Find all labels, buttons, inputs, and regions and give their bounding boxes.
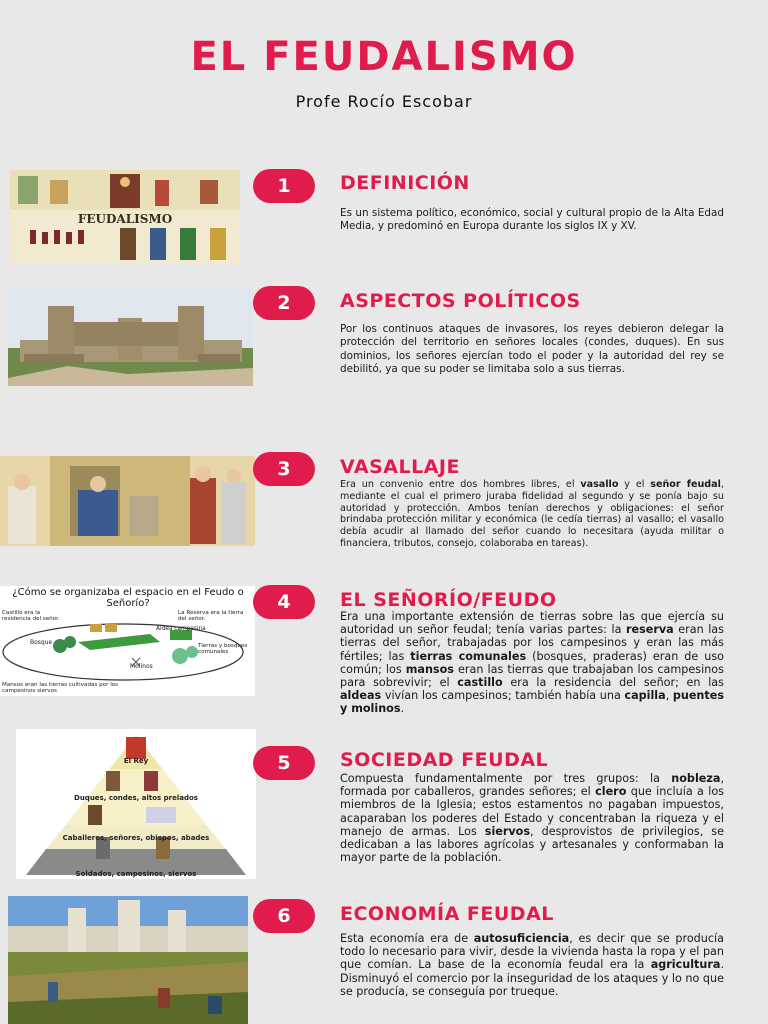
section-body-economia-feudal (340, 932, 724, 998)
text-run: eran las tierras del señor, trabajadas por los campesinos y eran las más fértiles; las (340, 623, 724, 663)
text-run: Compuesta fundamentalmente por tres grupos: la (340, 772, 672, 785)
pyramid-level-soldados: Soldados, campesinos, siervos (75, 870, 197, 878)
keyword: reserva (625, 623, 674, 637)
section-number-2: 2 (253, 286, 315, 320)
label-castillo: Castillo era la residencia del señor. (2, 610, 60, 623)
pyramid-level-caballeros: Caballeros, señores, obispos, abades (62, 834, 210, 842)
castle-photo (8, 288, 253, 386)
text-run: (bosques, praderas) eran de uso común; los (340, 649, 724, 676)
keyword: siervos (484, 824, 531, 838)
text-run: eran las tierras que trabajaban los campesinos para sobrevivir; el (340, 662, 724, 690)
section-number-4: 4 (253, 585, 315, 619)
keyword: señor feudal (650, 479, 721, 490)
section-heading-vasallaje: VASALLAJE (340, 456, 460, 478)
section-number-5: 5 (253, 746, 315, 780)
section-body-definicion (340, 207, 724, 234)
page-subtitle: Profe Rocío Escobar (295, 92, 473, 111)
page-title: EL FEUDALISMO (190, 34, 578, 80)
section-heading-aspectos-politicos: ASPECTOS POLÍTICOS (340, 290, 581, 312)
section-number-6: 6 (253, 899, 315, 933)
section-heading-sociedad-feudal: SOCIEDAD FEUDAL (340, 749, 549, 771)
text-run: Por los continuos ataques de invasores, los reyes debieron delegar la protección del territorio en señores locales (condes, duques). En sus dominios, los señores ejercían todo el poder y la autoridad del rey se debilitó, ya que su poder se limitaba solo a sus tierras. (340, 323, 724, 376)
section-body-vasallaje (340, 479, 724, 550)
keyword: autosuficiencia (473, 932, 570, 945)
section-heading-economia-feudal: ECONOMÍA FEUDAL (340, 903, 554, 925)
keyword: tierras comunales (410, 649, 527, 663)
medieval-farming-painting (8, 896, 248, 1024)
keyword: puentes y molinos (340, 689, 724, 716)
keyword: castillo (457, 676, 503, 690)
keyword: agricultura (650, 958, 721, 972)
label-molinos: Molinos (130, 663, 153, 670)
section-heading-definicion: DEFINICIÓN (340, 172, 470, 194)
section-heading-senorio-feudo: EL SEÑORÍO/FEUDO (340, 589, 557, 611)
keyword: capilla (624, 689, 666, 703)
section-body-senorio-feudo (340, 610, 724, 716)
label-bosque: Bosque (30, 639, 53, 646)
text-run: , (665, 689, 673, 703)
text-run: , formada por caballeros, grandes señores; el (340, 772, 724, 799)
keyword: clero (595, 785, 627, 799)
pyramid-level-duques: Duques, condes, altos prelados (74, 794, 198, 802)
text-run: Es un sistema político, económico, social y cultural propio de la Alta Edad Media, y predominó en Europa durante los siglos IX y XV. (340, 207, 724, 233)
label-reserva: La Reserva era la tierra del señor. (178, 610, 244, 623)
text-run: , mediante el cual el primero juraba fidelidad al segundo y se ponía bajo su autoridad y protección. Ambos tenían derechos y obligaciones: el señor brindaba protección militar y económica (le cedía tierras) al vasallo; el vasallo debía acudir al llamado del señor cuando lo necesitara (ayuda militar o financiera, tributos, consejo, colaboraba en tareas). (340, 479, 724, 549)
pyramid-level-rey: El Rey (123, 757, 149, 765)
text-run: . Disminuyó el comercio por la inseguridad de los ataques y lo no que se producía, se conseguía por trueque. (340, 958, 724, 998)
feudo-diagram-question: ¿Cómo se organizaba el espacio en el Feudo o Señorío? (12, 587, 244, 609)
label-aldea: Aldea campesina (156, 626, 206, 632)
section-number-1: 1 (253, 169, 315, 203)
label-tierras-comunales: Tierras y bosques comunales (198, 643, 248, 656)
text-run: vivían los campesinos; también había una (381, 689, 625, 703)
section-body-sociedad-feudal (340, 772, 724, 864)
feudo-diagram (0, 586, 255, 696)
feudalismo-illustration (10, 170, 240, 264)
feudal-pyramid (16, 729, 256, 879)
text-run: , desprovistos de privilegios, se dedicaban a las labores agrícolas y artesanales y conformaban la mayor parte de la población. (340, 824, 724, 865)
keyword: aldeas (340, 689, 382, 703)
text-run: y el (618, 479, 651, 490)
text-run: que incluía a los miembros de la Iglesia; estos estamentos no pagaban impuestos, acaparaban los poderes del Estado y concentraban la riqueza y el manejo de armas. Los (340, 785, 725, 838)
feudalismo-image-label: FEUDALISMO (77, 212, 173, 226)
label-mansos: Mansos eran las tierras cultivadas por los campesinos siervos (2, 682, 119, 695)
vasallaje-illustration (0, 456, 255, 546)
section-number-3: 3 (253, 452, 315, 486)
keyword: mansos (405, 662, 454, 676)
text-run: . (400, 702, 405, 716)
section-body-aspectos-politicos (340, 323, 724, 377)
text-run: Era un convenio entre dos hombres libres, el (340, 479, 581, 490)
text-run: Era una importante extensión de tierras sobre las que ejercía su autoridad un señor feudal; tenía varias partes: la (340, 610, 724, 637)
keyword: nobleza (671, 772, 721, 785)
keyword: vasallo (580, 479, 619, 490)
text-run: , es decir que se producía todo lo necesario para vivir, desde la vivienda hasta la ropa y el pan que comían. La base de la economía feudal era la (340, 932, 724, 972)
text-run: era la residencia del señor; en las (502, 676, 724, 690)
text-run: Esta economía era de (340, 932, 474, 945)
